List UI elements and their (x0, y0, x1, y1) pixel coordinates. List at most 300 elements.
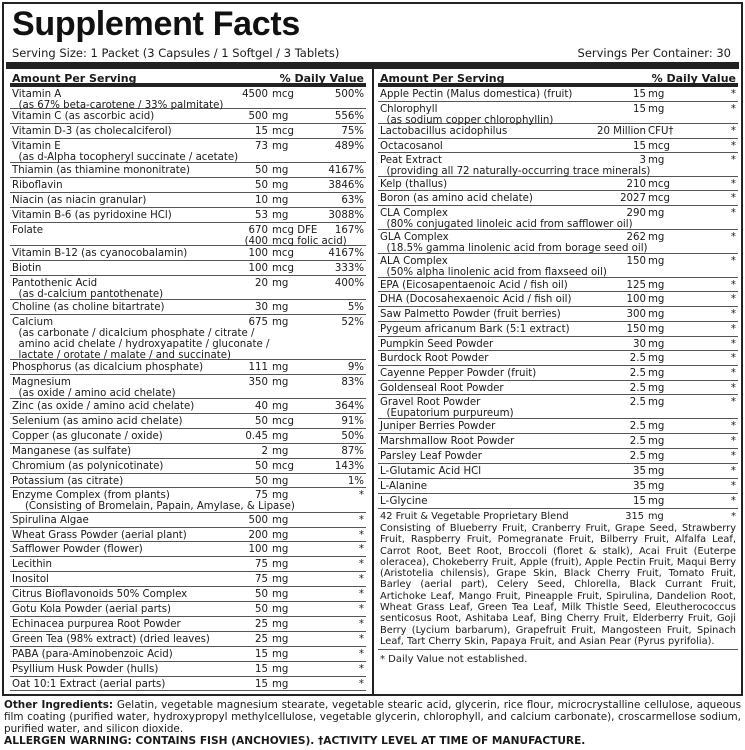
blend-name: 42 Fruit & Vegetable Proprietary Blend (380, 511, 569, 522)
nutrient-dv: * (358, 559, 364, 570)
nutrient-name: Kelp (thallus) (380, 179, 448, 190)
nutrient-amount: 2 (261, 446, 268, 457)
nutrient-unit: mg (648, 280, 665, 291)
nutrient-name: Inositol (12, 574, 49, 585)
nutrient-dv: 1% (347, 476, 364, 487)
nutrient-name: Parsley Leaf Powder (380, 451, 482, 462)
nutrient-unit: mg (648, 89, 665, 100)
nutrient-row (10, 513, 366, 528)
nutrient-row (10, 572, 366, 587)
nutrient-amount: 25 (255, 619, 268, 630)
nutrient-dv: 87% (341, 446, 364, 457)
nutrient-name: Vitamin B-6 (as pyridoxine HCl) (12, 210, 172, 221)
nutrient-amount: 2.5 (629, 421, 646, 432)
other-ingredients-text: Gelatin, vegetable magnesium stearate, vegetable stearic acid, glycerin, rice flour, microcrystalline cellulose, aqueous film coating (purified water, hydroxypropyl methylcellulose, vegetable glycerin, chlorophyll, and calcium carbonate), croscarmellose sodium, purified water, and silicon dioxide. (4, 699, 741, 735)
serving-size: Serving Size: 1 Packet (3 Capsules / 1 Softgel / 3 Tablets) (12, 46, 340, 60)
nutrient-unit: mg (272, 574, 289, 585)
nutrient-amount: 35 (633, 481, 646, 492)
nutrient-name: Octacosanol (380, 141, 443, 152)
blend-ingredients: Consisting of Blueberry Fruit, Cranberry Fruit, Grape Seed, Strawberry Fruit, Raspberry Fruit, Pomegranate Fruit, Bilberry Fruit, Alfalfa Leaf, Carrot Root, Beet Root, Broccoli (floret & stalk), Acai Fruit (Euterpe oleracea), Chokeberry Fruit, Apple (fruit), Apple Pectin Fruit, Maqui Berry (Aristotelia chilensis), Grape Skin, Black Cherry Fruit, Tomato Fruit, Barley (aerial part), Celery Seed, Chlorella, Black Currant Fruit, Artichoke Leaf, Mango Fruit, Pineapple Fruit, Spirulina, Dandelion Root, Wheat Grass Leaf, Green Tea Leaf, Milk Thistle Seed, Eleutherococcus senticosus Root, Ashitaba Leaf, Bing Cherry Fruit, Elderberry Fruit, Goji Berry (Lycium barbarum), Grapefruit Fruit, Mangosteen Fruit, Spinach Leaf, Tart Cherry Skin, Papaya Fruit, and Asian Pear (Pyrus pyrifolia). (380, 523, 736, 647)
nutrient-dv: * (730, 280, 736, 291)
nutrient-dv: 75% (341, 126, 364, 137)
nutrient-amount: 2.5 (629, 436, 646, 447)
nutrient-unit: mg (272, 679, 289, 690)
nutrient-amount: 25 (255, 634, 268, 645)
nutrient-amount: 125 (626, 280, 646, 291)
nutrient-amount: 2.5 (629, 451, 646, 462)
nutrient-row (10, 109, 366, 124)
nutrient-row (10, 300, 366, 315)
nutrient-dv: 143% (334, 461, 364, 472)
nutrient-unit: mg (648, 481, 665, 492)
nutrient-amount: 50 (255, 461, 268, 472)
nutrient-dv: 3088% (328, 210, 364, 221)
nutrient-unit: mg (648, 309, 665, 320)
nutrient-unit: mg (272, 634, 289, 645)
nutrient-unit: mcg (648, 179, 670, 190)
nutrient-row (10, 662, 366, 677)
nutrient-dv: 4167% (328, 248, 364, 259)
nutrient-row (378, 87, 738, 102)
nutrient-dv: * (730, 309, 736, 320)
blend-dv: * (731, 511, 736, 522)
nutrient-amount: 75 (255, 490, 268, 501)
nutrient-amount: 75 (255, 574, 268, 585)
nutrient-dv: * (730, 353, 736, 364)
nutrient-name: Cayenne Pepper Powder (fruit) (380, 368, 537, 379)
nutrient-dv: * (358, 574, 364, 585)
nutrient-amount: 100 (248, 544, 268, 555)
nutrient-row (378, 479, 738, 494)
nutrient-amount: 670 (400 (244, 225, 268, 247)
nutrient-dv: * (358, 604, 364, 615)
nutrient-name: Safflower Powder (flower) (12, 544, 143, 555)
nutrient-unit: mg (648, 383, 665, 394)
nutrient-dv: * (358, 634, 364, 645)
nutrient-dv: * (730, 232, 736, 243)
nutrient-unit: mg (272, 431, 289, 442)
nutrient-name: Chromium (as polynicotinate) (12, 461, 164, 472)
nutrient-dv: 83% (341, 377, 364, 388)
nutrient-unit: mcg (272, 416, 294, 427)
nutrient-amount: 50 (255, 604, 268, 615)
nutrient-amount: 200 (248, 530, 268, 541)
nutrient-unit: mg (272, 210, 289, 221)
nutrient-name: Green Tea (98% extract) (dried leaves) (12, 634, 210, 645)
nutrient-amount: 15 (255, 126, 268, 137)
nutrient-row (10, 474, 366, 488)
nutrient-name: Marshmallow Root Powder (380, 436, 515, 447)
nutrient-row (10, 459, 366, 474)
nutrient-unit: mg (272, 559, 289, 570)
nutrient-row (378, 351, 738, 366)
nutrient-row (378, 124, 738, 139)
nutrient-amount: 111 (248, 362, 268, 373)
nutrient-amount: 300 (626, 309, 646, 320)
nutrient-name: Saw Palmetto Powder (fruit berries) (380, 309, 561, 320)
nutrient-name: Copper (as gluconate / oxide) (12, 431, 163, 442)
nutrient-row (10, 617, 366, 632)
nutrient-row (10, 139, 366, 163)
nutrient-dv: 400% (334, 278, 364, 289)
nutrient-row (378, 177, 738, 191)
nutrient-name: Biotin (12, 263, 42, 274)
nutrient-amount: 100 (248, 263, 268, 274)
nutrient-amount: 75 (255, 559, 268, 570)
nutrient-amount: 100 (248, 248, 268, 259)
nutrient-unit: mcg (648, 193, 670, 204)
nutrient-dv: 489% (334, 141, 364, 152)
nutrient-amount: 15 (633, 89, 646, 100)
nutrient-row (10, 246, 366, 261)
nutrient-amount: 50 (255, 180, 268, 191)
nutrient-unit: mcg (272, 461, 294, 472)
nutrient-name: Choline (as choline bitartrate) (12, 302, 165, 313)
dv-footnote: * Daily Value not established. (380, 654, 528, 666)
nutrient-row (10, 261, 366, 276)
nutrient-unit: mg (648, 339, 665, 350)
nutrient-row (378, 322, 738, 337)
nutrient-dv: * (730, 324, 736, 335)
nutrient-row (10, 315, 366, 360)
nutrient-name: Pygeum africanum Bark (5:1 extract) (380, 324, 570, 335)
nutrient-dv: 9% (347, 362, 364, 373)
nutrient-row (378, 139, 738, 153)
nutrient-name: Riboflavin (12, 180, 63, 191)
nutrient-amount: 15 (633, 496, 646, 507)
nutrient-row (378, 292, 738, 307)
left-column (10, 71, 366, 691)
nutrient-amount: 10 (255, 195, 268, 206)
nutrient-unit: mg (648, 256, 665, 267)
nutrient-row (10, 163, 366, 178)
nutrient-name: Calcium (as carbonate / dicalcium phosphate / citrate / amino acid chelate / hydroxyapatite / gluconate / lactate / orotate / malate / and succinate) (12, 317, 270, 361)
nutrient-dv: 63% (341, 195, 364, 206)
nutrient-unit: mg (272, 515, 289, 526)
nutrient-unit: mcg (648, 141, 670, 152)
nutrient-name: Niacin (as niacin granular) (12, 195, 147, 206)
nutrient-row (378, 419, 738, 434)
nutrient-amount: 15 (633, 141, 646, 152)
nutrient-row (10, 587, 366, 602)
nutrient-amount: 50 (255, 589, 268, 600)
nutrient-row (378, 278, 738, 292)
nutrient-name: Thiamin (as thiamine mononitrate) (12, 165, 191, 176)
nutrient-name: Vitamin B-12 (as cyanocobalamin) (12, 248, 188, 259)
nutrient-dv: 5% (347, 302, 364, 313)
nutrient-name: Psyllium Husk Powder (hulls) (12, 664, 159, 675)
nutrient-unit: mg (272, 589, 289, 600)
nutrient-name: Pumpkin Seed Powder (380, 339, 494, 350)
nutrient-unit: mg (648, 104, 665, 115)
nutrient-dv: 556% (334, 111, 364, 122)
panel-title: Supplement Facts (12, 5, 301, 43)
nutrient-row (10, 488, 366, 513)
nutrient-row (10, 414, 366, 429)
nutrient-unit: mg (648, 436, 665, 447)
blend-amount: 315 (625, 511, 644, 522)
nutrient-dv: * (730, 383, 736, 394)
nutrient-amount: 2.5 (629, 368, 646, 379)
nutrient-amount: 15 (255, 664, 268, 675)
nutrient-unit: mg (648, 397, 665, 408)
nutrient-dv: 50% (341, 431, 364, 442)
nutrient-name: Vitamin D-3 (as cholecalciferol) (12, 126, 172, 137)
nutrient-row (10, 124, 366, 139)
nutrient-dv: * (730, 256, 736, 267)
nutrient-amount: 3 (639, 155, 646, 166)
nutrient-name: Lecithin (12, 559, 52, 570)
daily-value-label: % Daily Value (651, 72, 736, 85)
nutrient-dv: 364% (334, 401, 364, 412)
nutrient-row (10, 444, 366, 459)
nutrient-name: Folate (12, 225, 44, 236)
nutrient-unit: mg (272, 544, 289, 555)
nutrient-dv: * (730, 193, 736, 204)
nutrient-unit: mg (648, 155, 665, 166)
nutrient-row (378, 381, 738, 395)
nutrient-dv: * (730, 126, 736, 137)
nutrient-dv: * (358, 544, 364, 555)
daily-value-label: % Daily Value (279, 72, 364, 85)
nutrient-amount: 40 (255, 401, 268, 412)
supplement-facts-panel (2, 2, 743, 696)
nutrient-dv: * (730, 141, 736, 152)
nutrient-unit: mg (272, 649, 289, 660)
nutrient-amount: 100 (626, 294, 646, 305)
nutrient-amount: 210 (626, 179, 646, 190)
nutrient-unit: mg (648, 496, 665, 507)
nutrient-unit: mg (648, 324, 665, 335)
nutrient-row (10, 223, 366, 246)
nutrient-name: PABA (para-Aminobenzoic Acid) (12, 649, 173, 660)
nutrient-unit: mg (272, 530, 289, 541)
nutrient-dv: * (730, 481, 736, 492)
nutrient-dv: * (730, 339, 736, 350)
nutrient-dv: * (730, 368, 736, 379)
allergen-warning: ALLERGEN WARNING: CONTAINS FISH (ANCHOVIES). †ACTIVITY LEVEL AT TIME OF MANUFACTURE. (4, 735, 586, 747)
nutrient-dv: * (730, 89, 736, 100)
nutrient-unit: mg (272, 302, 289, 313)
nutrient-row (10, 429, 366, 444)
nutrient-dv: * (730, 179, 736, 190)
nutrient-amount: 15 (255, 649, 268, 660)
nutrient-dv: 52% (341, 317, 364, 328)
nutrient-name: EPA (Eicosapentaenoic Acid / fish oil) (380, 280, 568, 291)
nutrient-dv: * (730, 496, 736, 507)
nutrient-amount: 262 (626, 232, 646, 243)
nutrient-name: Wheat Grass Powder (aerial plant) (12, 530, 187, 541)
nutrient-unit: mcg (272, 126, 294, 137)
nutrient-unit: mg (272, 165, 289, 176)
nutrient-unit: mg (272, 141, 289, 152)
nutrient-amount: 35 (633, 466, 646, 477)
nutrient-unit: mcg DFE mcg folic acid) (272, 225, 347, 247)
nutrient-row (10, 178, 366, 193)
nutrient-unit: mg (272, 111, 289, 122)
nutrient-dv: * (358, 515, 364, 526)
nutrient-amount: 350 (248, 377, 268, 388)
right-column (378, 71, 738, 669)
nutrient-unit: mg (648, 353, 665, 364)
nutrient-name: L-Alanine (380, 481, 428, 492)
nutrient-unit: mg (272, 401, 289, 412)
nutrient-unit: mg (648, 466, 665, 477)
nutrient-row (10, 602, 366, 617)
nutrient-dv: * (730, 466, 736, 477)
nutrient-row (10, 632, 366, 647)
nutrient-dv: * (730, 104, 736, 115)
nutrient-row (378, 102, 738, 124)
amount-per-serving-label: Amount Per Serving (380, 72, 505, 85)
nutrient-dv: * (358, 530, 364, 541)
nutrient-unit: mcg (272, 89, 294, 100)
nutrient-unit: CFU† (648, 126, 674, 137)
nutrient-unit: mg (272, 476, 289, 487)
nutrient-name: Chlorophyll (as sodium copper chlorophyllin) (380, 104, 554, 126)
nutrient-name: Juniper Berries Powder (380, 421, 496, 432)
right-column-header (378, 71, 738, 87)
nutrient-dv: * (730, 421, 736, 432)
nutrient-dv: * (730, 451, 736, 462)
nutrient-name: Pantothenic Acid (as d-calcium pantothenate) (12, 278, 164, 300)
nutrient-name: DHA (Docosahexaenoic Acid / fish oil) (380, 294, 572, 305)
right-rows (378, 87, 738, 509)
nutrient-dv: 167% (334, 225, 364, 236)
nutrient-name: Citrus Bioflavonoids 50% Complex (12, 589, 188, 600)
nutrient-name: Boron (as amino acid chelate) (380, 193, 533, 204)
nutrient-row (10, 360, 366, 375)
nutrient-amount: 2.5 (629, 353, 646, 364)
nutrient-name: L-Glutamic Acid HCl (380, 466, 482, 477)
nutrient-amount: 0.45 (245, 431, 268, 442)
nutrient-row (10, 193, 366, 208)
nutrient-name: Vitamin A (as 67% beta-carotene / 33% palmitate) (12, 89, 224, 111)
nutrient-amount: 500 (248, 111, 268, 122)
left-rows (10, 87, 366, 691)
nutrient-amount: 30 (255, 302, 268, 313)
nutrient-unit: mg (272, 278, 289, 289)
nutrient-dv: * (358, 679, 364, 690)
nutrient-unit: mg (648, 208, 665, 219)
nutrient-dv: 333% (334, 263, 364, 274)
nutrient-amount: 20 (255, 278, 268, 289)
nutrient-amount: 150 (626, 324, 646, 335)
nutrient-unit: mcg (272, 248, 294, 259)
nutrient-row (378, 191, 738, 206)
nutrient-name: Oat 10:1 Extract (aerial parts) (12, 679, 166, 690)
nutrient-name: Selenium (as amino acid chelate) (12, 416, 183, 427)
nutrient-row (10, 87, 366, 109)
nutrient-unit: mg (648, 451, 665, 462)
proprietary-blend (378, 509, 738, 650)
nutrient-dv: * (730, 208, 736, 219)
nutrient-name: Enzyme Complex (from plants) (Consisting of Bromelain, Papain, Amylase, & Lipase) (12, 490, 295, 512)
column-divider (372, 69, 374, 694)
nutrient-unit: mg (272, 377, 289, 388)
nutrient-dv: * (358, 589, 364, 600)
nutrient-dv: * (730, 294, 736, 305)
nutrient-row (378, 494, 738, 509)
nutrient-name: GLA Complex (18.5% gamma linolenic acid from borage seed oil) (380, 232, 648, 254)
nutrient-amount: 500 (248, 515, 268, 526)
nutrient-unit: mg (272, 604, 289, 615)
nutrient-name: Peat Extract (providing all 72 naturally-occurring trace minerals) (380, 155, 651, 177)
nutrient-dv: 91% (341, 416, 364, 427)
nutrient-name: Magnesium (as oxide / amino acid chelate) (12, 377, 176, 399)
nutrient-dv: * (358, 619, 364, 630)
left-column-header (10, 71, 366, 87)
other-ingredients-label: Other Ingredients: (4, 699, 114, 711)
nutrient-row (378, 434, 738, 449)
nutrient-row (378, 366, 738, 381)
nutrient-unit: mg (272, 619, 289, 630)
nutrient-unit: mg (272, 180, 289, 191)
nutrient-name: Phosphorus (as dicalcium phosphate) (12, 362, 204, 373)
nutrient-amount: 73 (255, 141, 268, 152)
nutrient-unit: mg (648, 294, 665, 305)
nutrient-row (10, 276, 366, 300)
nutrient-unit: mg (272, 664, 289, 675)
nutrient-row (10, 399, 366, 414)
nutrient-name: CLA Complex (80% conjugated linoleic acid from safflower oil) (380, 208, 633, 230)
nutrient-amount: 150 (626, 256, 646, 267)
nutrient-row (10, 375, 366, 399)
nutrient-amount: 675 (248, 317, 268, 328)
nutrient-unit: mg (648, 421, 665, 432)
nutrient-name: ALA Complex (50% alpha linolenic acid from flaxseed oil) (380, 256, 607, 278)
nutrient-dv: * (358, 649, 364, 660)
nutrient-name: Zinc (as oxide / amino acid chelate) (12, 401, 195, 412)
nutrient-name: Lactobacillus acidophilus (380, 126, 508, 137)
nutrient-name: Gotu Kola Powder (aerial parts) (12, 604, 172, 615)
nutrient-name: Gravel Root Powder (Eupatorium purpureum) (380, 397, 514, 419)
header-rule (6, 62, 739, 69)
nutrient-dv: * (730, 436, 736, 447)
nutrient-dv: * (730, 155, 736, 166)
nutrient-row (378, 464, 738, 479)
nutrient-unit: mg (272, 317, 289, 328)
nutrient-name: Manganese (as sulfate) (12, 446, 132, 457)
nutrient-name: L-Glycine (380, 496, 428, 507)
nutrient-amount: 15 (633, 104, 646, 115)
nutrient-unit: mg (272, 195, 289, 206)
nutrient-dv: 3846% (328, 180, 364, 191)
nutrient-amount: 50 (255, 476, 268, 487)
nutrient-name: Burdock Root Powder (380, 353, 489, 364)
nutrient-row (378, 307, 738, 322)
nutrient-row (378, 153, 738, 177)
nutrient-row (378, 230, 738, 254)
nutrient-amount: 2027 (620, 193, 646, 204)
servings-per-container: Servings Per Container: 30 (577, 46, 731, 60)
nutrient-dv: * (358, 664, 364, 675)
nutrient-row (10, 528, 366, 542)
nutrient-row (378, 449, 738, 464)
blend-unit: mg (648, 511, 664, 522)
amount-per-serving-label: Amount Per Serving (12, 72, 137, 85)
nutrient-row (10, 542, 366, 557)
nutrient-unit: mg (648, 232, 665, 243)
nutrient-name: Potassium (as citrate) (12, 476, 124, 487)
nutrient-unit: mg (272, 490, 289, 501)
nutrient-amount: 290 (626, 208, 646, 219)
nutrient-name: Echinacea purpurea Root Powder (12, 619, 181, 630)
nutrient-amount: 15 (255, 679, 268, 690)
nutrient-row (10, 208, 366, 223)
nutrient-dv: * (358, 490, 364, 501)
nutrient-amount: 53 (255, 210, 268, 221)
